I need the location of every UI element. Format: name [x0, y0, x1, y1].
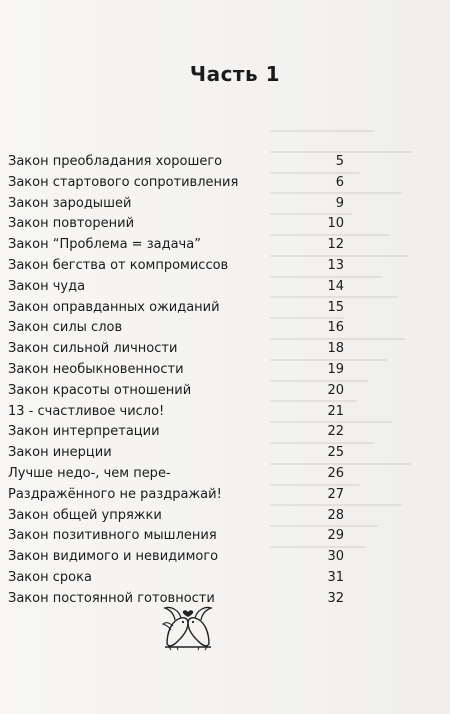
- toc-entry: [8, 214, 348, 235]
- toc-entry: [8, 402, 348, 423]
- toc-entry: [8, 381, 348, 402]
- toc-entry: [8, 485, 348, 506]
- toc-entry: [8, 547, 348, 568]
- toc-entry-title: Закон зародышей: [8, 195, 132, 211]
- toc-entry: [8, 318, 348, 339]
- toc-entry: [8, 152, 348, 173]
- part-heading: Часть 1: [189, 62, 281, 86]
- toc-entry-title: Закон чуда: [8, 278, 86, 294]
- toc-entry-page: 25: [327, 445, 344, 461]
- toc-entry-title: Закон видимого и невидимого: [8, 549, 219, 565]
- toc-entry-page: 16: [327, 320, 344, 336]
- toc-entry-title: Закон интерпретации: [8, 424, 160, 440]
- toc-entry-page: 6: [335, 174, 344, 190]
- toc-entry: [8, 256, 348, 277]
- toc-entry-title: Лучше недо-, чем пере-: [8, 465, 171, 481]
- toc-entry-page: 27: [327, 486, 344, 502]
- toc-entry: [8, 235, 348, 256]
- toc-entry-title: Закон общей упряжки: [8, 507, 162, 523]
- toc-entry-title: Закон сильной личности: [8, 341, 178, 357]
- toc-entry-title: Закон необыкновенности: [8, 361, 184, 377]
- toc-entry-page: 21: [327, 403, 344, 419]
- toc-entry-title: Закон “Проблема = задача”: [8, 237, 201, 253]
- toc-entry: [8, 298, 348, 319]
- toc-entry-title: Закон повторений: [8, 216, 135, 232]
- toc-entry: [8, 422, 348, 443]
- toc-entry-title: Закон срока: [8, 569, 92, 585]
- toc-entry-title: Закон инерции: [8, 445, 112, 461]
- toc-entry-page: 18: [327, 341, 344, 357]
- toc-entry: [8, 339, 348, 360]
- toc-entry-title: Закон оправданных ожиданий: [8, 299, 220, 315]
- toc-entry: [8, 526, 348, 547]
- toc-entry: [8, 277, 348, 298]
- toc-entry-page: 22: [327, 424, 344, 440]
- toc-entry-page: 9: [335, 195, 344, 211]
- toc-entry-title: Закон позитивного мышления: [8, 528, 217, 544]
- toc-entry-page: 29: [327, 528, 344, 544]
- toc-entry-title: Закон постоянной готовности: [8, 590, 215, 606]
- toc-entry-page: 20: [327, 382, 344, 398]
- toc-entry: [8, 173, 348, 194]
- toc-entry-title: Раздражённого не раздражай!: [8, 486, 222, 502]
- toc-entry-title: Закон стартового сопротивления: [8, 174, 239, 190]
- toc-entry-page: 26: [327, 465, 344, 481]
- toc-entry-page: 31: [327, 569, 344, 585]
- toc-entry-title: Закон бегства от компромиссов: [8, 257, 229, 273]
- table-of-contents: [8, 152, 348, 610]
- toc-entry: [8, 568, 348, 589]
- toc-entry-page: 28: [327, 507, 344, 523]
- toc-entry-page: 14: [327, 278, 344, 294]
- toc-entry: [8, 194, 348, 215]
- toc-entry: [8, 506, 348, 527]
- toc-entry-title: Закон красоты отношений: [8, 382, 192, 398]
- toc-entry-page: 32: [327, 590, 344, 606]
- toc-entry-page: 12: [327, 237, 344, 253]
- toc-entry: [8, 360, 348, 381]
- toc-entry-page: 30: [327, 549, 344, 565]
- toc-entry-title: 13 - счастливое число!: [8, 403, 165, 419]
- toc-entry-page: 10: [327, 216, 344, 232]
- toc-entry-page: 13: [327, 257, 344, 273]
- toc-entry-page: 19: [327, 361, 344, 377]
- toc-entry-page: 5: [335, 154, 344, 169]
- toc-entry: [8, 443, 348, 464]
- toc-entry-title: Закон преобладания хорошего: [8, 154, 223, 169]
- toc-entry: [8, 464, 348, 485]
- toc-entry-page: 15: [327, 299, 344, 315]
- two-birds-emblem-icon: [161, 600, 215, 652]
- toc-entry-title: Закон силы слов: [8, 320, 123, 336]
